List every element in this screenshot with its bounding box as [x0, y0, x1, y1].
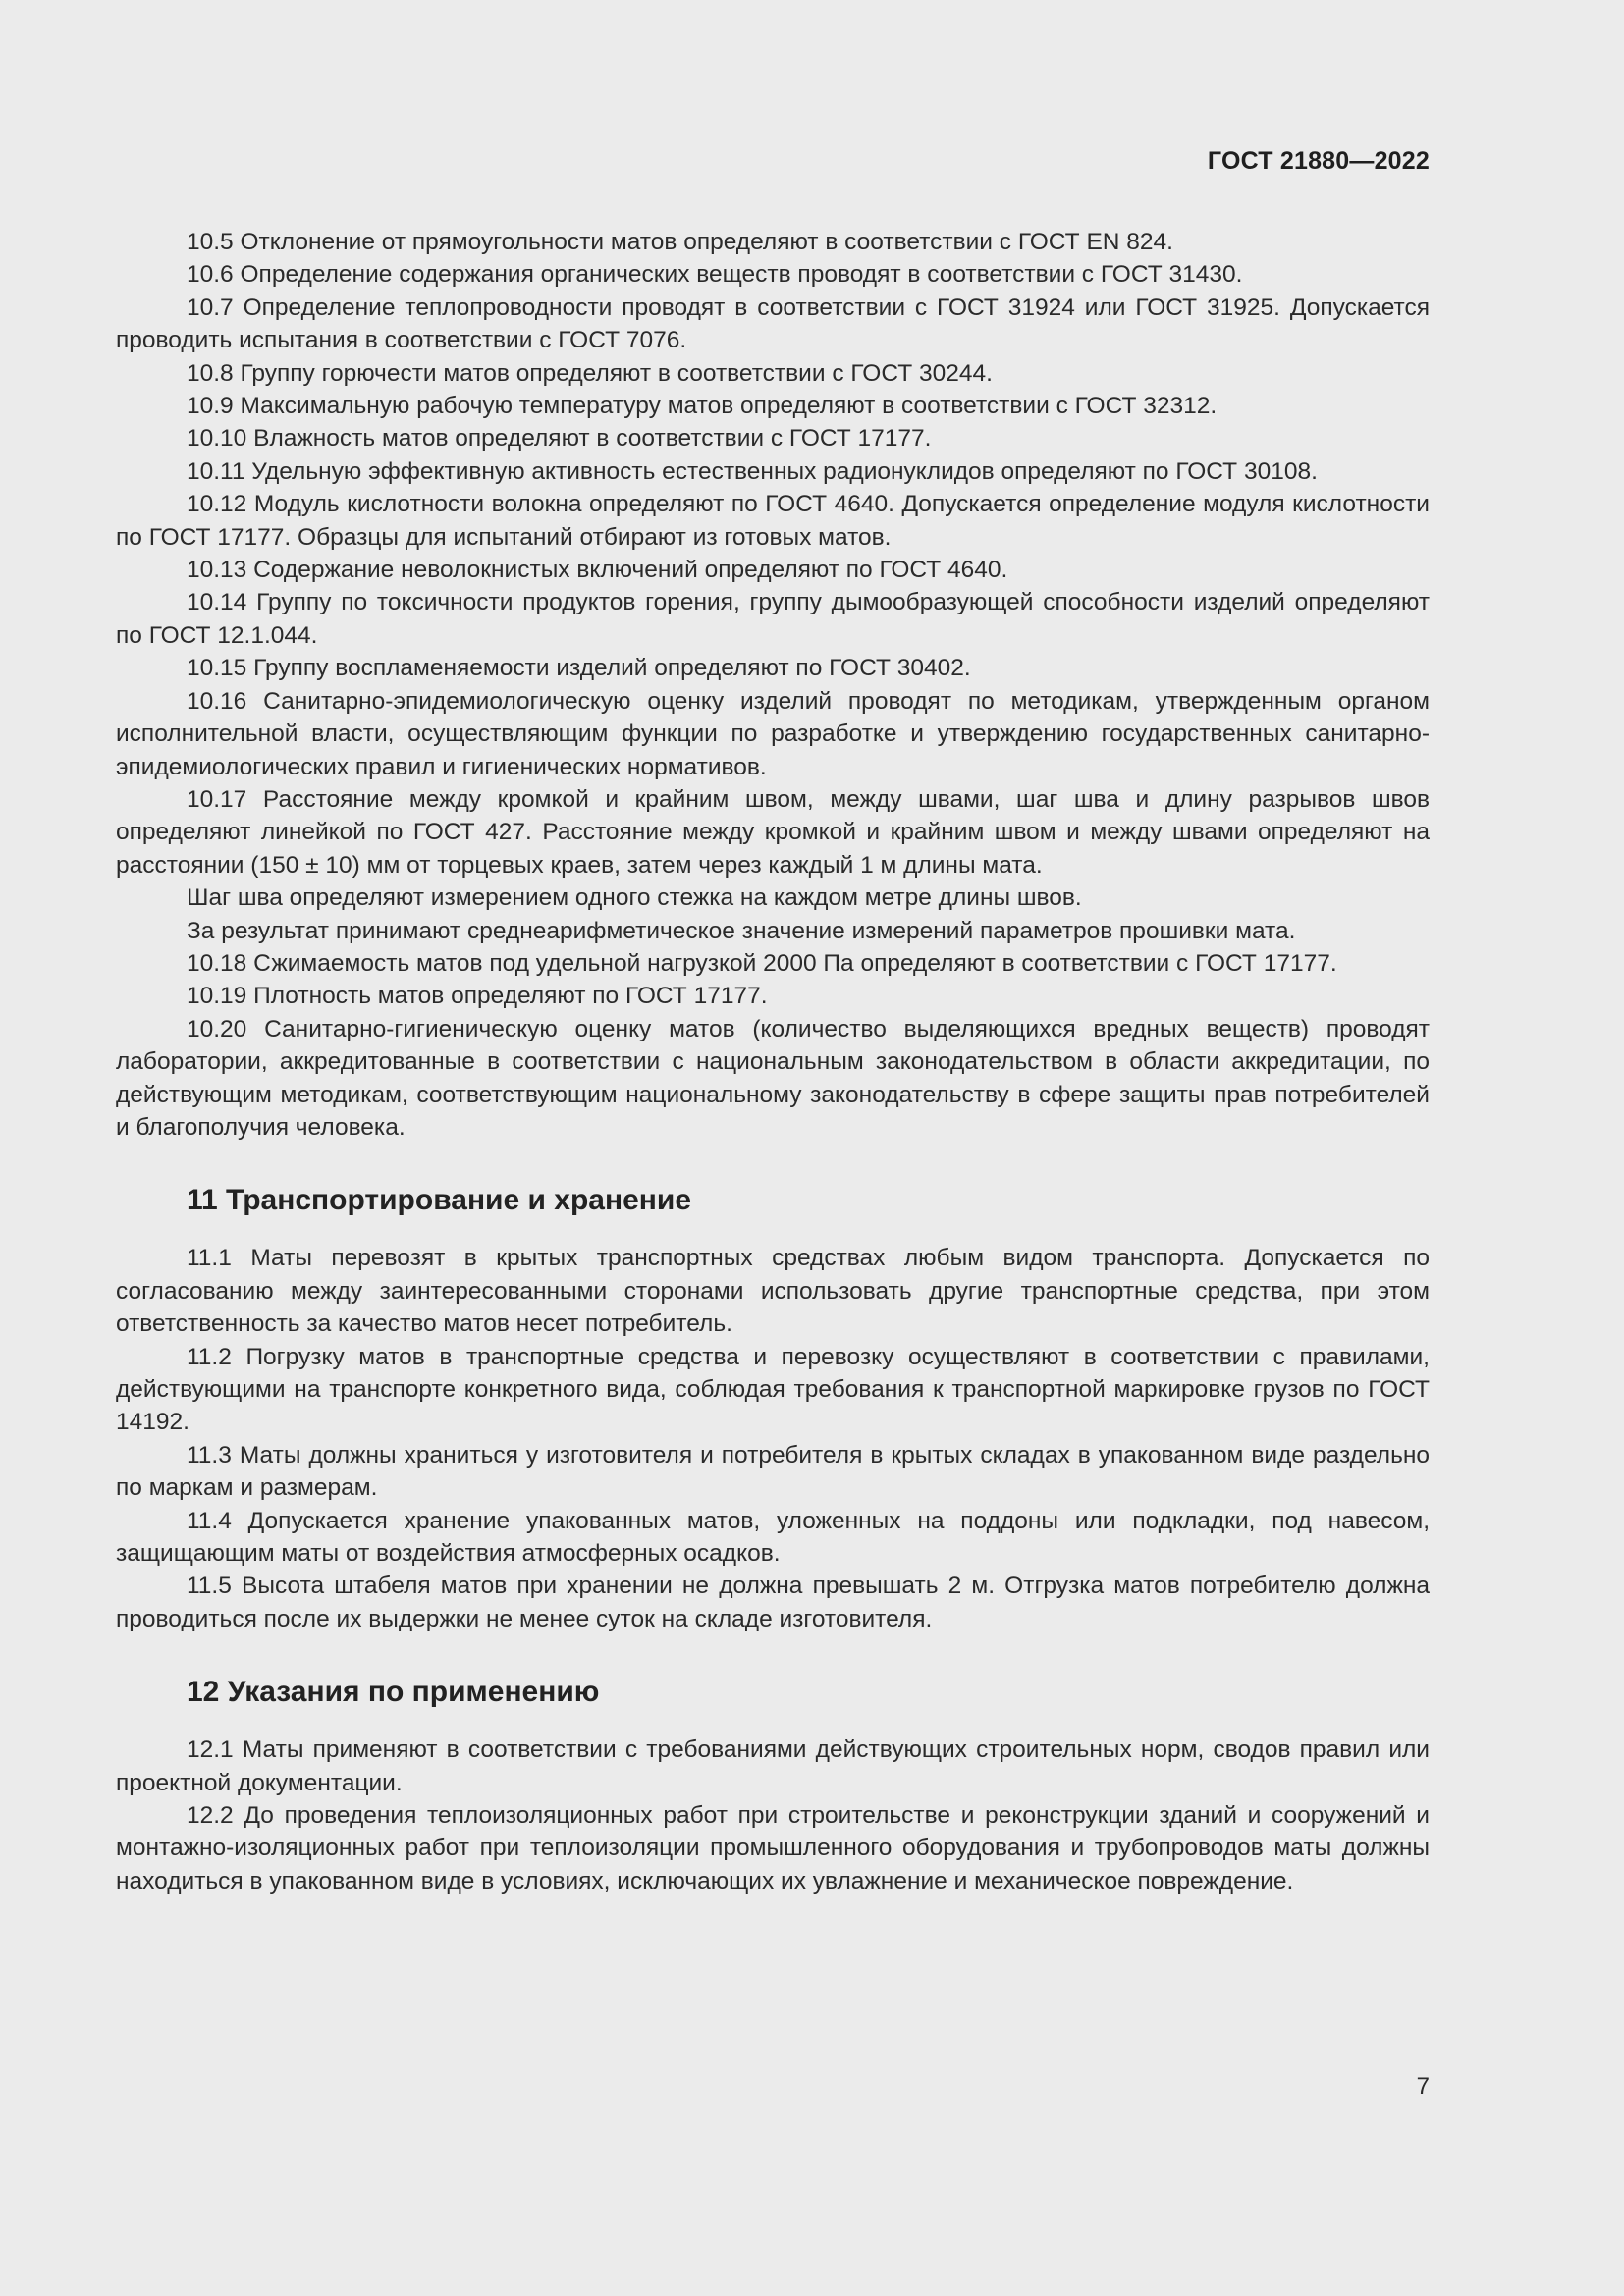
paragraph-10-13: 10.13 Содержание неволокнистых включений определяют по ГОСТ 4640. — [187, 557, 1008, 584]
paragraph-10-8: 10.8 Группу горючести матов определяют в соответствии с ГОСТ 30244. — [187, 359, 993, 387]
section-10-body — [116, 226, 1430, 1144]
paragraph-11-1: 11.1 Маты перевозят в крытых транспортных средствах любым видом транспорта. Допускается по согласованию между заинтересованными сторонами использовать другие транспортные средства, при этом ответственность за качество матов несет потребитель. — [116, 1245, 1430, 1338]
page-content — [116, 226, 1430, 1897]
section-12-heading: 12 Указания по применению — [187, 1676, 600, 1709]
paragraph-11-4: 11.4 Допускается хранение упакованных матов, уложенных на поддоны или подкладки, под навесом, защищающим маты от воздействия атмосферных осадков. — [116, 1507, 1430, 1568]
paragraph-10-11: 10.11 Удельную эффективную активность естественных радионуклидов определяют по ГОСТ 30108. — [187, 457, 1318, 485]
paragraph-10-16: 10.16 Санитарно-эпидемиологическую оценку изделий проводят по методикам, утвержденным органом исполнительной власти, осуществляющим функции по разработке и утверждению государственных санитарно-эпидемиологических правил и гигиенических нормативов. — [116, 687, 1430, 780]
section-11-body — [116, 1242, 1430, 1635]
paragraph-10-17-stitch: Шаг шва определяют измерением одного стежка на каждом метре длины швов. — [187, 884, 1082, 912]
paragraph-12-2: 12.2 До проведения теплоизоляционных работ при строительстве и реконструкции зданий и сооружений и монтажно-изоляционных работ при теплоизоляции промышленного оборудования и трубопроводов маты должны находиться в упакованном виде в условиях, исключающих их увлажнение и механическое повреждение. — [116, 1802, 1430, 1895]
paragraph-11-3: 11.3 Маты должны храниться у изготовителя и потребителя в крытых складах в упакованном виде раздельно по маркам и размерам. — [116, 1441, 1430, 1502]
paragraph-10-9: 10.9 Максимальную рабочую температуру матов определяют в соответствии с ГОСТ 32312. — [187, 393, 1218, 420]
paragraph-12-1: 12.1 Маты применяют в соответствии с требованиями действующих строительных норм, сводов правил или проектной документации. — [116, 1736, 1430, 1796]
paragraph-10-14: 10.14 Группу по токсичности продуктов горения, группу дымообразующей способности изделий определяют по ГОСТ 12.1.044. — [116, 589, 1430, 649]
paragraph-10-5: 10.5 Отклонение от прямоугольности матов определяют в соответствии с ГОСТ EN 824. — [187, 229, 1173, 255]
paragraph-11-2: 11.2 Погрузку матов в транспортные средства и перевозку осуществляют в соответствии с правилами, действующими на транспорте конкретного вида, соблюдая требования к транспортной маркировке грузов по ГОСТ 14192. — [116, 1343, 1430, 1436]
paragraph-10-12: 10.12 Модуль кислотности волокна определяют по ГОСТ 4640. Допускается определение модуля кислотности по ГОСТ 17177. Образцы для испытаний отбирают из готовых матов. — [116, 491, 1430, 551]
paragraph-10-6: 10.6 Определение содержания органических веществ проводят в соответствии с ГОСТ 31430. — [187, 261, 1243, 289]
paragraph-10-17-result: За результат принимают среднеарифметическое значение измерений параметров прошивки мата. — [187, 917, 1296, 944]
paragraph-10-19: 10.19 Плотность матов определяют по ГОСТ 17177. — [187, 983, 768, 1010]
paragraph-10-10: 10.10 Влажность матов определяют в соответствии с ГОСТ 17177. — [187, 425, 932, 453]
paragraph-11-5: 11.5 Высота штабеля матов при хранении не должна превышать 2 м. Отгрузка матов потребителю должна проводиться после их выдержки не менее суток на складе изготовителя. — [116, 1573, 1430, 1632]
paragraph-10-20: 10.20 Санитарно-гигиеническую оценку матов (количество выделяющихся вредных веществ) проводят лаборатории, аккредитованные в соответствии с национальным законодательством в области аккредитации, по действующим методикам, соответствующим национальному законодательству в сфере защиты прав потребителей и благополучия человека. — [116, 1015, 1430, 1141]
paragraph-10-17: 10.17 Расстояние между кромкой и крайним швом, между швами, шаг шва и длину разрывов швов определяют линейкой по ГОСТ 427. Расстояние между кромкой и крайним швом и между швами определяют на расстоянии (150 ± 10) мм от торцевых краев, затем через каждый 1 м длины мата. — [116, 785, 1430, 879]
paragraph-10-15: 10.15 Группу воспламеняемости изделий определяют по ГОСТ 30402. — [187, 655, 971, 682]
paragraph-10-7: 10.7 Определение теплопроводности проводят в соответствии с ГОСТ 31924 или ГОСТ 31925. Допускается проводить испытания в соответствии с ГОСТ 7076. — [116, 294, 1430, 354]
paragraph-10-18: 10.18 Сжимаемость матов под удельной нагрузкой 2000 Па определяют в соответствии с ГОСТ 17177. — [187, 949, 1337, 977]
section-11-heading: 11 Транспортирование и хранение — [187, 1184, 692, 1217]
document-code: ГОСТ 21880—2022 — [1207, 147, 1430, 175]
page-number: 7 — [1416, 2073, 1430, 2100]
section-12-body — [116, 1734, 1430, 1897]
